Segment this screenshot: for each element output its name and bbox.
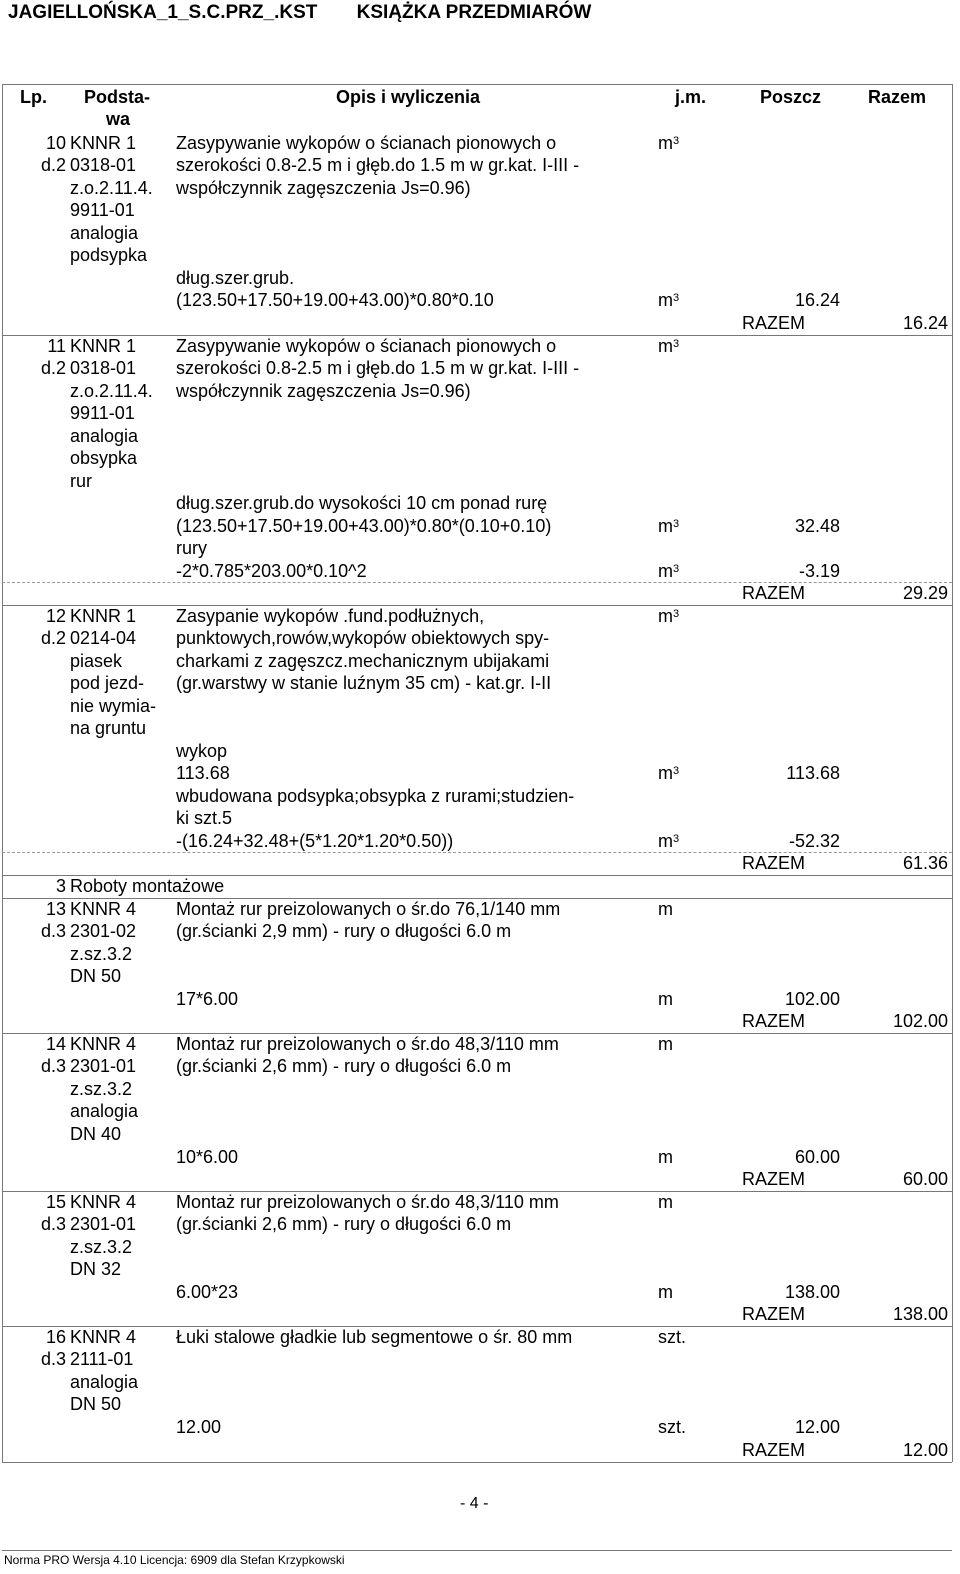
partial-value: 60.00 — [794, 1147, 840, 1167]
razem-label: RAZEM — [742, 853, 805, 873]
description-line: (gr.ścianki 2,6 mm) - rury o długości 6.0 m — [176, 1214, 512, 1234]
basis-line: 2301-01 — [70, 1214, 137, 1234]
partial-value: 16.24 — [794, 290, 840, 310]
basis-line: z.o.2.11.4. — [70, 381, 153, 401]
item-unit: $m^3$ — [658, 336, 680, 356]
basis-line: rur — [70, 471, 92, 491]
item-dz: d.2 — [40, 155, 66, 175]
item-number: 13 — [45, 899, 66, 919]
description-line: szerokości 0.8-2.5 m i głęb.do 1.5 m w gr.kat. I-III - — [176, 155, 580, 175]
calc-line: 113.68 — [176, 763, 230, 783]
description-line: współczynnik zagęszczenia Js=0.96) — [176, 178, 471, 198]
razem-label: RAZEM — [742, 313, 805, 333]
basis-line: obsypka — [70, 448, 138, 468]
basis-line: 2301-02 — [70, 921, 137, 941]
description-line: współczynnik zagęszczenia Js=0.96) — [176, 381, 471, 401]
calc-unit: $m^3$ — [658, 561, 680, 581]
basis-line: DN 32 — [70, 1259, 122, 1279]
razem-label: RAZEM — [742, 1440, 805, 1460]
calc-line: -2*0.785*203.00*0.10^2 — [176, 561, 367, 581]
calc-unit: m — [658, 1282, 673, 1302]
calc-line: wykop — [176, 741, 228, 761]
razem-label: RAZEM — [742, 583, 805, 603]
section-number: 3 — [55, 876, 66, 896]
item-unit: m — [658, 1192, 673, 1212]
basis-line: DN 50 — [70, 966, 122, 986]
item-number: 16 — [45, 1327, 66, 1347]
basis-line: KNNR 4 — [70, 1192, 137, 1212]
basis-line: 2111-01 — [70, 1349, 134, 1369]
file-name: JAGIELLOŃSKA_1_S.C.PRZ_.KST — [8, 2, 318, 23]
calc-unit: m — [658, 989, 673, 1009]
razem-value: 102.00 — [892, 1011, 948, 1031]
description-line: charkami z zagęszcz.mechanicznym ubijakami — [176, 651, 550, 671]
basis-line: 9911-01 — [70, 403, 135, 423]
partial-value: -52.32 — [788, 831, 840, 851]
partial-value: 138.00 — [784, 1282, 840, 1302]
item-unit: $m^3$ — [658, 133, 680, 153]
calc-unit: $m^3$ — [658, 763, 680, 783]
description-line: Łuki stalowe gładkie lub segmentowe o śr. 80 mm — [176, 1327, 573, 1347]
description-line: Montaż rur preizolowanych o śr.do 48,3/110 mm — [176, 1192, 559, 1212]
table-right-border — [952, 84, 953, 1462]
basis-line: analogia — [70, 1101, 139, 1121]
razem-value: 61.36 — [902, 853, 948, 873]
description-line: (gr.ścianki 2,9 mm) - rury o długości 6.0 m — [176, 921, 512, 941]
calc-unit: $m^3$ — [658, 516, 680, 536]
basis-line: z.sz.3.2 — [70, 1237, 133, 1257]
calc-unit: szt. — [658, 1417, 687, 1437]
basis-line: DN 40 — [70, 1124, 122, 1144]
basis-line: KNNR 1 — [70, 606, 137, 626]
footer-divider — [2, 1550, 952, 1551]
basis-line: KNNR 1 — [70, 133, 137, 153]
col-description: Opis i wyliczenia — [336, 87, 481, 107]
item-unit: szt. — [658, 1327, 687, 1347]
item-dz: d.2 — [40, 358, 66, 378]
item-number: 12 — [45, 606, 66, 626]
calc-line: dług.szer.grub.do wysokości 10 cm ponad rurę — [176, 493, 548, 513]
basis-line: 9911-01 — [70, 200, 135, 220]
col-basis-2: wa — [106, 109, 131, 129]
basis-line: z.sz.3.2 — [70, 1079, 133, 1099]
description-line: (gr.warstwy w stanie luźnym 35 cm) - kat.gr. I-II — [176, 673, 552, 693]
page-number: - 4 - — [460, 1495, 489, 1512]
basis-line: KNNR 1 — [70, 336, 137, 356]
item-unit: m — [658, 899, 673, 919]
basis-line: analogia — [70, 223, 139, 243]
col-partial: Poszcz — [760, 87, 822, 107]
basis-line: analogia — [70, 426, 139, 446]
item-dz: d.3 — [40, 1214, 66, 1234]
razem-label: RAZEM — [742, 1304, 805, 1324]
item-dz: d.3 — [40, 921, 66, 941]
item-unit: $m^3$ — [658, 606, 680, 626]
item-dz: d.3 — [40, 1349, 66, 1369]
item-dz: d.3 — [40, 1056, 66, 1076]
item-unit: m — [658, 1034, 673, 1054]
calc-line: dług.szer.grub. — [176, 268, 295, 288]
calc-line: wbudowana podsypka;obsypka z rurami;studzien- — [176, 786, 575, 806]
basis-line: 0214-04 — [70, 628, 137, 648]
basis-line: 0318-01 — [70, 358, 137, 378]
basis-line: na gruntu — [70, 718, 147, 738]
col-lp: Lp. — [20, 87, 47, 107]
col-unit: j.m. — [675, 87, 707, 107]
section-title: Roboty montażowe — [70, 876, 225, 896]
calc-line: 12.00 — [176, 1417, 222, 1437]
razem-value: 29.29 — [902, 583, 948, 603]
item-number: 10 — [45, 133, 66, 153]
basis-line: z.sz.3.2 — [70, 944, 133, 964]
item-number: 14 — [45, 1034, 66, 1054]
calc-line: 17*6.00 — [176, 989, 239, 1009]
razem-value: 138.00 — [892, 1304, 948, 1324]
calc-line: (123.50+17.50+19.00+43.00)*0.80*(0.10+0.10) — [176, 516, 552, 536]
partial-value: -3.19 — [798, 561, 840, 581]
basis-line: KNNR 4 — [70, 1034, 137, 1054]
razem-label: RAZEM — [742, 1169, 805, 1189]
table-bottom-border — [2, 1462, 952, 1463]
description-line: Zasypywanie wykopów o ścianach pionowych o — [176, 336, 557, 356]
description-line: szerokości 0.8-2.5 m i głęb.do 1.5 m w gr.kat. I-III - — [176, 358, 580, 378]
razem-value: 16.24 — [902, 313, 948, 333]
calc-line: ki szt.5 — [176, 808, 233, 828]
row-divider-dashed — [2, 852, 952, 853]
col-basis: Podsta- — [84, 87, 151, 107]
basis-line: pod jezd- — [70, 673, 145, 693]
row-divider-dashed — [2, 582, 952, 583]
calc-unit: $m^3$ — [658, 831, 680, 851]
footer-text: Norma PRO Wersja 4.10 Licencja: 6909 dla Stefan Krzypkowski — [4, 1553, 345, 1567]
partial-value: 113.68 — [786, 763, 840, 783]
basis-line: 0318-01 — [70, 155, 137, 175]
calc-line: 10*6.00 — [176, 1147, 239, 1167]
description-line: Zasypywanie wykopów o ścianach pionowych o — [176, 133, 557, 153]
basis-line: nie wymia- — [70, 696, 157, 716]
table-left-border — [2, 84, 3, 1462]
calc-unit: m — [658, 1147, 673, 1167]
partial-value: 102.00 — [784, 989, 840, 1009]
calc-line: (123.50+17.50+19.00+43.00)*0.80*0.10 — [176, 290, 494, 310]
basis-line: z.o.2.11.4. — [70, 178, 153, 198]
basis-line: DN 50 — [70, 1394, 122, 1414]
basis-line: KNNR 4 — [70, 1327, 137, 1347]
document-header — [8, 2, 625, 24]
partial-value: 32.48 — [794, 516, 840, 536]
basis-line: piasek — [70, 651, 123, 671]
partial-value: 12.00 — [794, 1417, 840, 1437]
razem-label: RAZEM — [742, 1011, 805, 1031]
calc-unit: $m^3$ — [658, 290, 680, 310]
item-number: 15 — [45, 1192, 66, 1212]
basis-line: podsypka — [70, 245, 148, 265]
basis-line: analogia — [70, 1372, 139, 1392]
document-title: KSIĄŻKA PRZEDMIARÓW — [356, 2, 592, 23]
description-line: (gr.ścianki 2,6 mm) - rury o długości 6.0 m — [176, 1056, 512, 1076]
description-line: Montaż rur preizolowanych o śr.do 48,3/110 mm — [176, 1034, 559, 1054]
calc-line: -(16.24+32.48+(5*1.20*1.20*0.50)) — [176, 831, 454, 851]
description-line: Montaż rur preizolowanych o śr.do 76,1/140 mm — [176, 899, 561, 919]
basis-line: KNNR 4 — [70, 899, 137, 919]
calc-line: 6.00*23 — [176, 1282, 239, 1302]
razem-value: 12.00 — [902, 1440, 948, 1460]
description-line: Zasypanie wykopów .fund.podłużnych, — [176, 606, 485, 626]
calc-line: rury — [176, 538, 207, 558]
description-line: punktowych,rowów,wykopów obiektowych spy- — [176, 628, 550, 648]
table-top-border — [2, 84, 952, 85]
razem-value: 60.00 — [902, 1169, 948, 1189]
item-number: 11 — [47, 336, 66, 356]
basis-line: 2301-01 — [70, 1056, 137, 1076]
col-total: Razem — [868, 87, 927, 107]
item-dz: d.2 — [40, 628, 66, 648]
